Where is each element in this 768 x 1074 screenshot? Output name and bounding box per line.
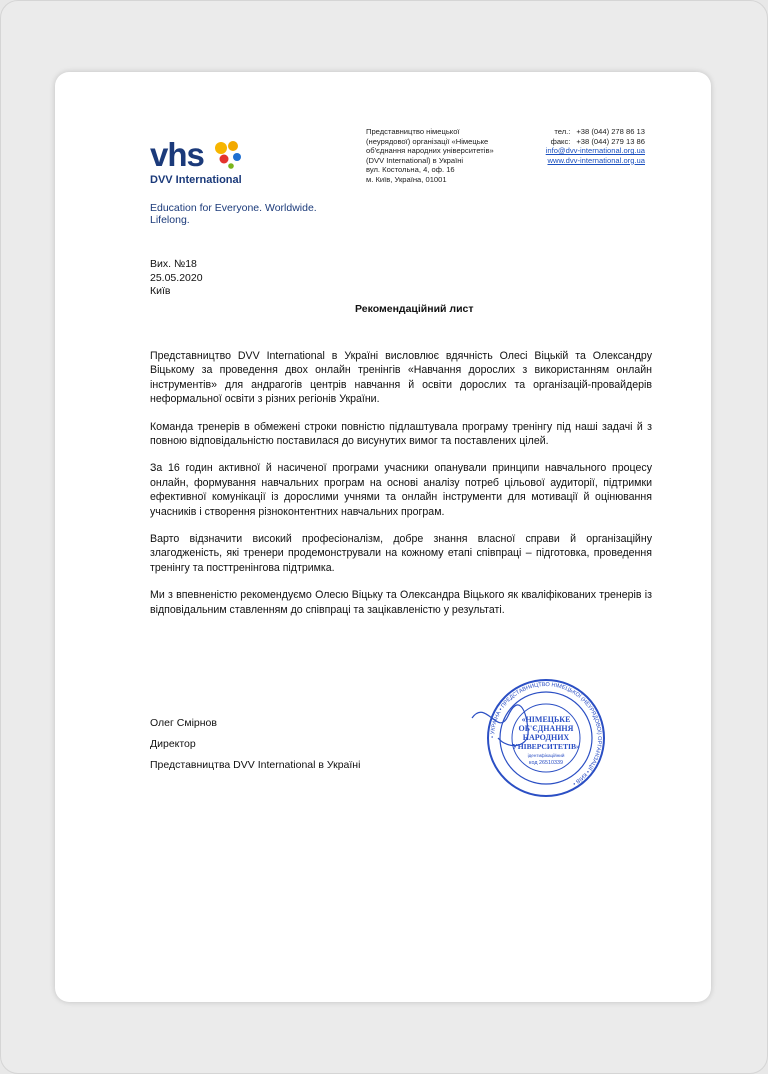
signer-name: Олег Смірнов xyxy=(150,717,217,729)
logo-dot xyxy=(215,142,227,154)
phone-label: тел.: xyxy=(554,127,571,136)
logo-subtitle: DVV International xyxy=(150,174,242,186)
email-row xyxy=(530,146,645,156)
logo-dot xyxy=(233,153,241,161)
signer-position: Директор xyxy=(150,738,196,750)
stamp-ring-text: • УКРАЇНА • ПРЕДСТАВНИЦТВО НІМЕЦЬКОЇ (НЕУРЯДОВОЇ) ОРГАНІЗАЦІЇ • КИЇВ • xyxy=(489,681,603,787)
stamp-code: код 26510339 xyxy=(529,760,563,766)
vhs-logo xyxy=(150,138,250,188)
fax-value: +38 (044) 279 13 86 xyxy=(576,136,645,146)
body-paragraph: Ми з впевненістю рекомендуємо Олесю Віцьку та Олександра Віцького як кваліфікованих тренерів із відповідальним ставленням до співпраці та зацікавленістю у результаті. xyxy=(150,589,652,616)
body-paragraph: Варто відзначити високий професіоналізм, добре знання власної справи й організаційну злагодженість, які тренери продемонстрували на кожному етапі співпраці – підготовка, проведення тренінгу та посттренінгова підтримка. xyxy=(150,533,652,574)
signer-organization: Представництва DVV International в Україні xyxy=(150,759,361,771)
logo-word: vhs xyxy=(150,136,204,173)
body-paragraph: Команда тренерів в обмежені строки повністю підлаштувала програму тренінгу під наші задачі й з повною відповідальністю поставилася до висунутих вимог та поставлених цілей. xyxy=(150,420,652,448)
official-stamp xyxy=(468,678,608,798)
body-paragraph: За 16 годин активної й насиченої програми учасники опанували принципи навчального процесу онлайн, формування навчальних програм на основі аналізу потреб цільової аудиторії, підтримки ефективної комунікації із дорослими учнями та онлайн інструменти для мотивації й оцінювання учасників і створення різноконтентних навчальних програм. xyxy=(150,462,652,518)
stamp-line: УНІВЕРСИТЕТІВ» xyxy=(512,742,580,751)
phone-row xyxy=(530,127,645,137)
letter-title: Рекомендаційний лист xyxy=(355,303,474,315)
address-line: об'єднання народних університетів» xyxy=(366,146,494,156)
address-line: (DVV International) в Україні xyxy=(366,155,464,165)
logo-dot xyxy=(228,163,234,169)
logo-dots-icon xyxy=(210,140,246,170)
website-row xyxy=(530,156,645,166)
fax-row xyxy=(530,137,645,147)
stamp-line: «НІМЕЦЬКЕ xyxy=(521,715,571,724)
tagline: Education for Everyone. Worldwide. Lifelong. xyxy=(150,202,317,226)
fax-label: факс: xyxy=(550,136,571,146)
stamp-small-text: ідентифікаційний xyxy=(527,753,565,758)
letter-meta xyxy=(150,258,203,299)
stamp-line: ОБ'ЄДНАННЯ xyxy=(518,724,574,733)
email-link[interactable]: info@dvv-international.org.ua xyxy=(545,146,645,156)
letter-date: 25.05.2020 xyxy=(150,271,203,284)
logo-dot xyxy=(220,155,229,164)
address-line: м. Київ, Україна, 01001 xyxy=(366,174,447,184)
contacts-block xyxy=(530,127,645,165)
logo-dot xyxy=(228,141,238,151)
signature-block xyxy=(150,716,360,779)
address-line: Представництво німецької xyxy=(366,127,460,136)
letter-city: Київ xyxy=(150,285,171,297)
body-paragraph: Представництво DVV International в Україні висловлює вдячність Олесі Віцькій та Олександру Віцькому за проведення двох онлайн тренінгів «Навчання дорослих з використанням онлайн інструментів» для андрагогів центрів навчання й освіти дорослих та організацій-провайдерів неформальної освіти з різних регіонів України. xyxy=(150,350,652,406)
phone-value: +38 (044) 278 86 13 xyxy=(576,127,645,136)
website-link[interactable]: www.dvv-international.org.ua xyxy=(547,155,645,165)
letter-body xyxy=(150,349,652,630)
stamp-line: НАРОДНИХ xyxy=(522,733,570,742)
address-line: (неурядової) організації «Німецьке xyxy=(366,136,489,146)
reference-number: Вих. №18 xyxy=(150,258,197,270)
address-line: вул. Костольна, 4, оф. 16 xyxy=(366,165,455,175)
address-block xyxy=(366,127,526,185)
